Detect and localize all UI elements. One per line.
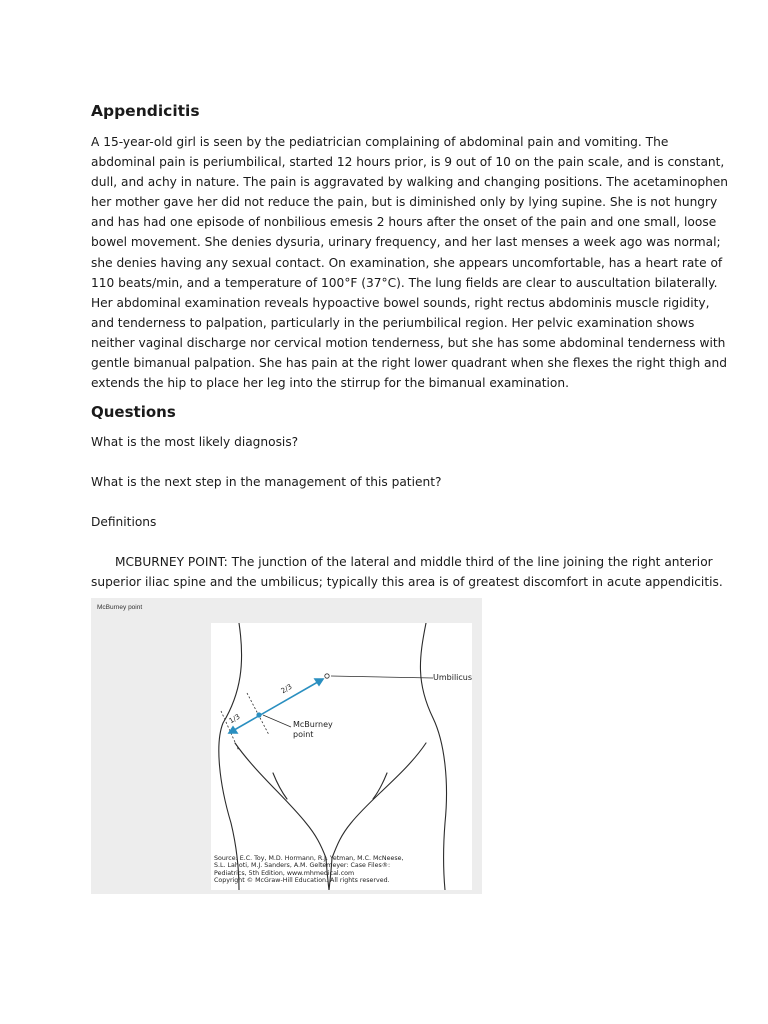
definition-line: superior iliac spine and the umbilicus; typically this area is of greatest discomfort in acute appendicitis. — [91, 575, 723, 590]
question-1: What is the most likely diagnosis? — [91, 435, 299, 449]
groin-left — [235, 743, 326, 858]
caption-line: Source: E.C. Toy, M.D. Hormann, R.J. Yetman, M.C. McNeese, — [214, 855, 404, 862]
mcburney-label-line2: point — [293, 730, 314, 739]
fraction-two-thirds: 2/3 — [279, 682, 294, 696]
case-line: and tenderness to palpation, particularly in the periumbilical region. Her pelvic examination shows — [91, 315, 695, 330]
torso-outline-left — [219, 623, 242, 890]
case-line: abdominal pain is periumbilical, started 12 hours prior, is 9 out of 10 on the pain scale, and is constant, — [91, 155, 725, 170]
definition-paragraph — [91, 552, 723, 592]
case-line: neither vaginal discharge nor cervical motion tenderness, but she has some abdominal tenderness with — [91, 335, 726, 350]
torso-illustration — [211, 623, 472, 890]
case-line: gentle bimanual palpation. She has pain at the right lower quadrant when she flexes the right thigh and — [91, 356, 727, 371]
caption-line: S.L. Lahoti, M.J. Sanders, A.M. Geltemeyer: Case Files®: — [214, 862, 391, 870]
groin-right — [332, 743, 426, 858]
page-title: Appendicitis — [91, 102, 200, 120]
case-line: Her abdominal examination reveals hypoactive bowel sounds, right rectus abdominis muscle rigidity, — [91, 295, 710, 310]
caption-line: Copyright © McGraw-Hill Education. All rights reserved. — [214, 877, 390, 885]
fraction-one-third: 1/3 — [227, 712, 242, 726]
umbilicus-mark — [325, 674, 329, 678]
figure-illustration — [211, 623, 472, 890]
pelvic-stroke — [373, 773, 387, 799]
figure-caption — [214, 855, 404, 885]
umbilicus-label: Umbilicus — [433, 673, 473, 682]
case-line: dull, and achy in nature. The pain is aggravated by walking and changing positions. The acetaminophen — [91, 175, 729, 190]
case-line: extends the hip to place her leg into the stirrup for the bimanual examination. — [91, 376, 569, 391]
arrow-head-asis — [229, 727, 237, 733]
mcburney-leader — [263, 715, 291, 727]
case-line: 110 beats/min, and a temperature of 100°F (37°C). The lung fields are clear to auscultation bilaterally. — [91, 275, 718, 290]
case-line: A 15-year-old girl is seen by the pediatrician complaining of abdominal pain and vomiting. The — [91, 135, 669, 149]
arrow-head-umbilicus — [315, 679, 323, 685]
case-line: and has had one episode of nonbilious emesis 2 hours after the onset of the pain and one small, loose — [91, 215, 717, 230]
case-line: bowel movement. She denies dysuria, urinary frequency, and her last menses a week ago was normal; — [91, 235, 721, 250]
mcburney-point-dot — [256, 712, 261, 717]
case-paragraph — [91, 132, 729, 393]
caption-line: Pediatrics, 5th Edition, www.mhmedical.com — [214, 869, 355, 877]
question-2: What is the next step in the management of this patient? — [91, 475, 442, 489]
mcburney-figure — [91, 598, 482, 894]
definitions-heading: Definitions — [91, 515, 157, 529]
questions-heading: Questions — [91, 403, 176, 421]
case-line: she denies having any sexual contact. On examination, she appears uncomfortable, has a heart rate of — [91, 255, 723, 270]
definition-line: MCBURNEY POINT: The junction of the lateral and middle third of the line joining the right anterior — [115, 555, 713, 569]
case-line: her mother gave her did not reduce the pain, but is diminished only by lying supine. She is not hungry — [91, 195, 718, 210]
mcburney-label-line1: McBurney — [293, 720, 333, 729]
torso-outline-right — [420, 623, 446, 890]
figure-title: McBurney point — [97, 604, 143, 611]
umbilicus-leader — [331, 676, 433, 678]
